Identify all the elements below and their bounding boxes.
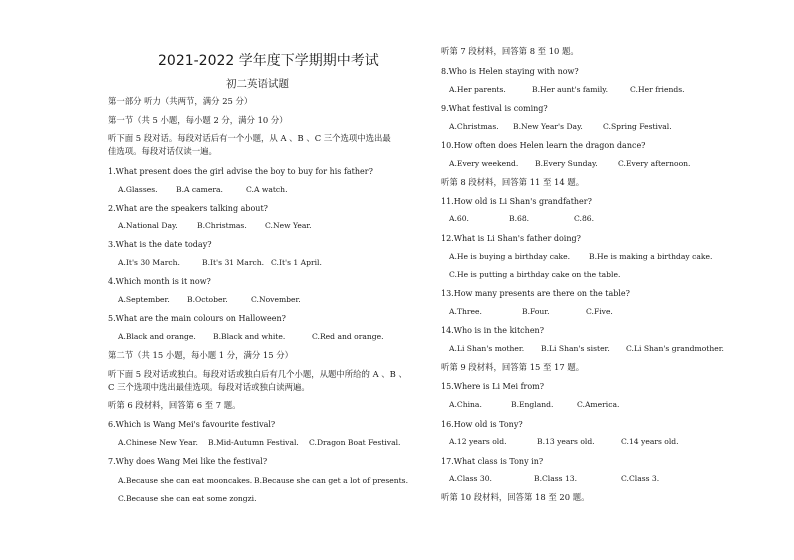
option-14b: B.Li Shan's sister. xyxy=(541,344,610,353)
option-11a: A.60. xyxy=(449,214,469,223)
question-2: 2.What are the speakers talking about? xyxy=(108,204,268,213)
option-5b: B.Black and white. xyxy=(213,332,286,341)
option-7a: A.Because she can eat mooncakes. xyxy=(118,476,253,485)
option-8a: A.Her parents. xyxy=(449,85,506,94)
question-12: 12.What is Li Shan's father doing? xyxy=(441,234,581,243)
question-11: 11.How old is Li Shan's grandfather? xyxy=(441,197,592,206)
option-17c: C.Class 3. xyxy=(621,474,660,483)
option-3c: C.It's 1 April. xyxy=(271,258,322,267)
option-8c: C.Her friends. xyxy=(630,85,685,94)
question-9: 9.What festival is coming? xyxy=(441,104,548,113)
option-1b: B.A camera. xyxy=(176,185,223,194)
question-15: 15.Where is Li Mei from? xyxy=(441,382,545,391)
option-7b: B.Because she can get a lot of presents. xyxy=(254,476,408,485)
option-15b: B.England. xyxy=(511,400,554,409)
question-1: 1.What present does the girl advise the boy to buy for his father? xyxy=(108,167,373,176)
material-8-heading: 听第 8 段材料，回答第 11 至 14 题。 xyxy=(441,177,585,187)
question-16: 16.How old is Tony? xyxy=(441,420,523,429)
option-4c: C.November. xyxy=(251,295,301,304)
material-10-heading: 听第 10 段材料，回答第 18 至 20 题。 xyxy=(441,492,590,502)
option-13b: B.Four. xyxy=(522,307,550,316)
option-14c: C.Li Shan's grandmother. xyxy=(626,344,724,353)
option-14a: A.Li Shan's mother. xyxy=(449,344,525,353)
option-17a: A.Class 30. xyxy=(449,474,492,483)
option-10c: C.Every afternoon. xyxy=(618,159,691,168)
section-one-heading: 第一节（共 5 小题，每小题 2 分，满分 10 分） xyxy=(108,115,288,125)
option-12b: B.He is making a birthday cake. xyxy=(589,252,713,261)
option-4b: B.October. xyxy=(187,295,228,304)
option-3b: B.It's 31 March. xyxy=(202,258,265,267)
option-6a: A.Chinese New Year. xyxy=(118,438,198,447)
option-3a: A.It's 30 March. xyxy=(118,258,180,267)
material-9-heading: 听第 9 段材料，回答第 15 至 17 题。 xyxy=(441,362,585,372)
question-10: 10.How often does Helen learn the dragon dance? xyxy=(441,141,646,150)
option-15c: C.America. xyxy=(577,400,620,409)
option-16a: A.12 years old. xyxy=(449,437,507,446)
option-17b: B.Class 13. xyxy=(534,474,578,483)
material-7-heading: 听第 7 段材料，回答第 8 至 10 题。 xyxy=(441,46,579,56)
option-16b: B.13 years old. xyxy=(537,437,595,446)
option-13a: A.Three. xyxy=(449,307,482,316)
option-2b: B.Christmas. xyxy=(197,221,247,230)
question-17: 17.What class is Tony in? xyxy=(441,457,544,466)
option-6b: B.Mid-Autumn Festival. xyxy=(208,438,299,447)
option-5a: A.Black and orange. xyxy=(118,332,196,341)
option-9c: C.Spring Festival. xyxy=(603,122,672,131)
option-15a: A.China. xyxy=(449,400,482,409)
option-13c: C.Five. xyxy=(586,307,613,316)
question-7: 7.Why does Wang Mei like the festival? xyxy=(108,457,268,466)
option-4a: A.September. xyxy=(118,295,170,304)
option-11c: C.86. xyxy=(574,214,595,223)
option-10a: A.Every weekend. xyxy=(449,159,519,168)
section-one-instruction-line1: 听下面 5 段对话。每段对话后有一个小题，从 A 、B 、C 三个选项中选出最 xyxy=(108,133,391,143)
option-2c: C.New Year. xyxy=(265,221,312,230)
question-14: 14.Who is in the kitchen? xyxy=(441,326,544,335)
material-6-heading: 听第 6 段材料，回答第 6 至 7 题。 xyxy=(108,400,241,410)
option-12c: C.He is putting a birthday cake on the table. xyxy=(449,270,621,279)
option-10b: B.Every Sunday. xyxy=(535,159,598,168)
option-1c: C.A watch. xyxy=(246,185,288,194)
section-two-heading: 第二节（共 15 小题，每小题 1 分，满分 15 分） xyxy=(108,350,293,360)
option-5c: C.Red and orange. xyxy=(312,332,384,341)
option-7c: C.Because she can eat some zongzi. xyxy=(118,494,257,503)
question-5: 5.What are the main colours on Halloween? xyxy=(108,314,286,323)
option-12a: A.He is buying a birthday cake. xyxy=(449,252,570,261)
section-two-instruction-line2: C 三个选项中选出最佳选项。每段对话或独白读两遍。 xyxy=(108,382,310,392)
question-3: 3.What is the date today? xyxy=(108,240,212,249)
part-one-heading: 第一部分 听力（共两节，满分 25 分） xyxy=(108,96,253,106)
question-6: 6.Which is Wang Mei's favourite festival? xyxy=(108,420,276,429)
section-two-instruction-line1: 听下面 5 段对话或独白。每段对话或独白后有几个小题，从题中所给的 A 、B 、 xyxy=(108,369,407,379)
option-11b: B.68. xyxy=(509,214,530,223)
option-9a: A.Christmas. xyxy=(449,122,499,131)
option-8b: B.Her aunt's family. xyxy=(532,85,609,94)
option-6c: C.Dragon Boat Festival. xyxy=(309,438,401,447)
page-title: 2021-2022 学年度下学期期中考试 xyxy=(158,53,379,69)
option-1a: A.Glasses. xyxy=(118,185,158,194)
question-13: 13.How many presents are there on the table? xyxy=(441,289,630,298)
page-subtitle: 初二英语试题 xyxy=(226,78,289,90)
section-one-instruction-line2: 佳选项。每段对话仅读一遍。 xyxy=(108,146,217,156)
question-4: 4.Which month is it now? xyxy=(108,277,211,286)
option-2a: A.National Day. xyxy=(118,221,178,230)
option-16c: C.14 years old. xyxy=(621,437,679,446)
question-8: 8.Who is Helen staying with now? xyxy=(441,67,579,76)
option-9b: B.New Year's Day. xyxy=(513,122,583,131)
